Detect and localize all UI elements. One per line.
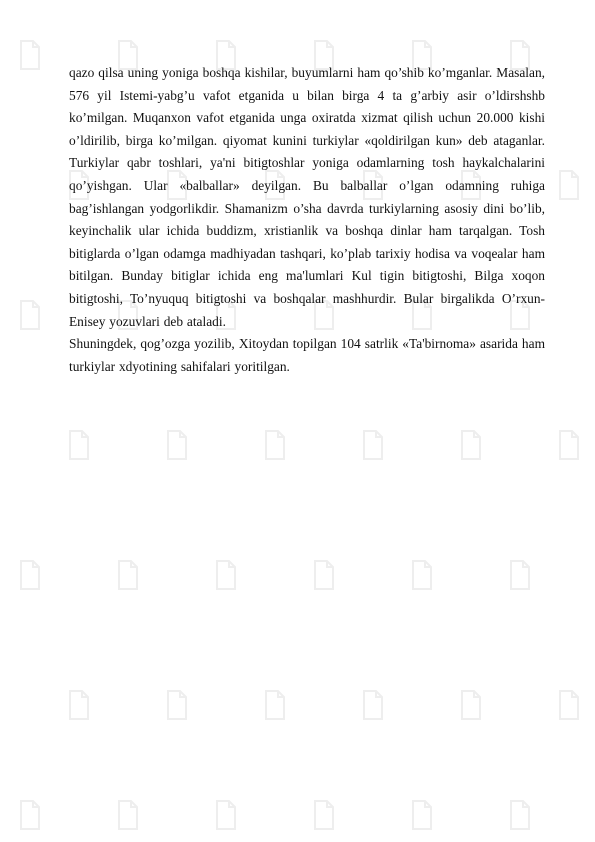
document-watermark-icon bbox=[557, 430, 581, 460]
document-watermark-icon bbox=[214, 560, 238, 590]
document-watermark-icon bbox=[165, 690, 189, 720]
document-watermark-icon bbox=[263, 430, 287, 460]
document-watermark-icon bbox=[18, 560, 42, 590]
document-watermark-icon bbox=[361, 430, 385, 460]
document-watermark-icon bbox=[459, 430, 483, 460]
document-watermark-icon bbox=[18, 40, 42, 70]
document-watermark-icon bbox=[263, 690, 287, 720]
document-watermark-icon bbox=[116, 560, 140, 590]
body-paragraph-2: Shuningdek, qog’ozga yozilib, Xitoydan topilgan 104 satrlik «Ta'birnoma» asarida ham turkiylar xdyotining sahifalari yoritilgan. bbox=[69, 336, 545, 374]
body-paragraph-1: qazo qilsa uning yoniga boshqa kishilar, buyumlarni ham qo’shib ko’mganlar. Masalan, 576 yil Istemi-yabg’u vafot etganida u bilan birga 4 ta g’arbiy asir o’ldirshshb ko’milgan. Muqanxon vafot etganida unga oxiratda xizmat qilish uchun 20.000 kishi o’ldirilib, birga ko’milgan. qiyomat kunini turkiylar «qoldirilgan kun» deb ataganlar. Turkiylar qabr toshlari, ya'ni bitigtoshlar yoniga odamlarning tosh haykalchalarini qo’yishgan. Ular «balballar» deyilgan. Bu balballar o’lgan odamning ruhiga bag’ishlangan yodgorlikdir. Shamanizm o’sha davrda turkiylarning asosiy dini bo’lib, keyinchalik ular ichida buddizm, xristianlik va boshqa dinlar ham tarqalgan. Tosh bitiglarda o’lgan odamga madhiyadan tashqari, ko’plab tarixiy hodisa va voqealar ham bitilgan. Bunday bitiglar ichida eng ma'lumlari Kul tigin bitigtoshi, Bilga xoqon bitigtoshi, To’nyuquq bitigtoshi va boshqalar mashhurdir. Bular birgalikda O’rxun-Enisey yozuvlari deb ataladi. bbox=[69, 65, 545, 329]
document-watermark-icon bbox=[116, 800, 140, 830]
document-watermark-icon bbox=[214, 800, 238, 830]
document-body bbox=[69, 62, 545, 378]
document-watermark-icon bbox=[508, 800, 532, 830]
document-watermark-icon bbox=[67, 690, 91, 720]
document-watermark-icon bbox=[459, 690, 483, 720]
document-watermark-icon bbox=[18, 800, 42, 830]
document-watermark-icon bbox=[508, 560, 532, 590]
document-watermark-icon bbox=[557, 170, 581, 200]
document-watermark-icon bbox=[361, 690, 385, 720]
document-watermark-icon bbox=[312, 560, 336, 590]
document-watermark-icon bbox=[557, 690, 581, 720]
document-watermark-icon bbox=[165, 430, 189, 460]
document-watermark-icon bbox=[18, 300, 42, 330]
document-watermark-icon bbox=[410, 800, 434, 830]
document-watermark-icon bbox=[312, 800, 336, 830]
document-watermark-icon bbox=[410, 560, 434, 590]
document-watermark-icon bbox=[67, 430, 91, 460]
